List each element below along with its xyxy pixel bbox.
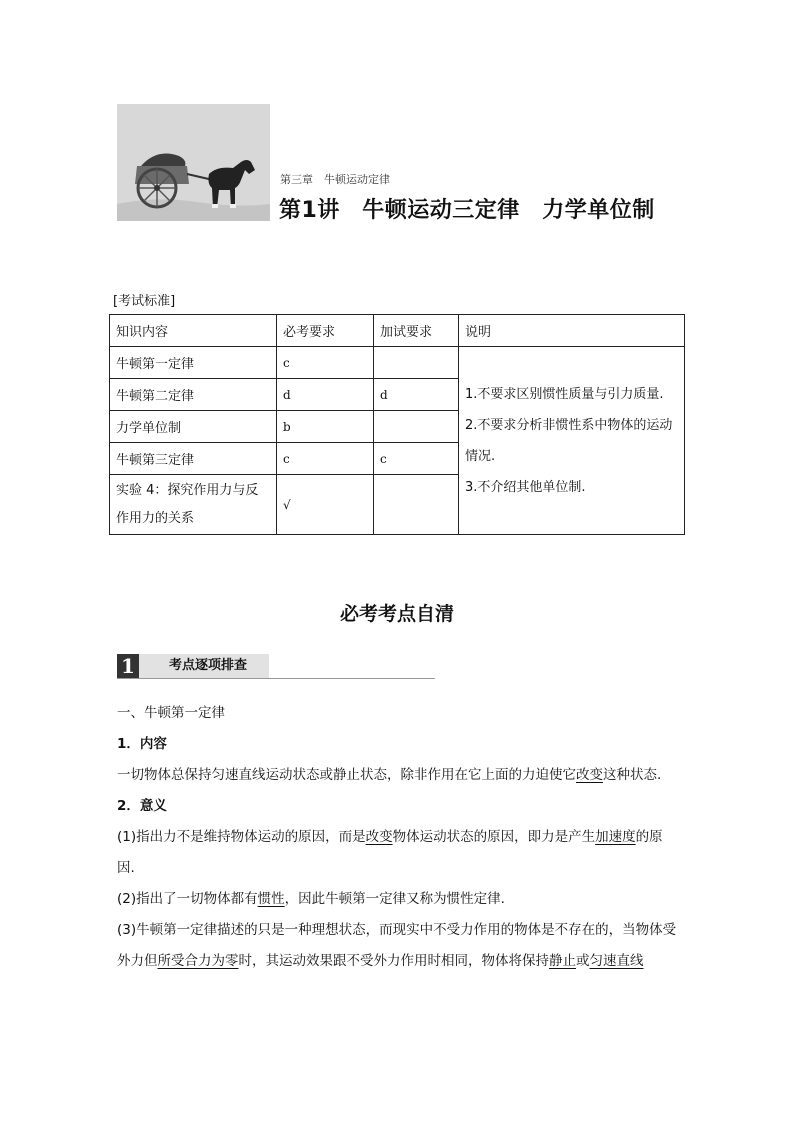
required-cell: d — [277, 379, 374, 411]
topic-cell: 力学单位制 — [110, 411, 277, 443]
subsection-bar — [139, 654, 269, 678]
text: ，因此牛顿第一定律又称为惯性定律. — [284, 891, 505, 907]
underlined-term: 所受合力为零 — [157, 953, 239, 969]
column-header: 说明 — [459, 315, 685, 347]
note-line: 1.不要求区别惯性质量与引力质量. — [465, 386, 664, 402]
topic-cell: 实验 4：探究作用力与反作用力的关系 — [110, 475, 277, 535]
note-line: 3.不介绍其他单位制. — [465, 479, 586, 495]
chapter-label: 第三章 牛顿运动定律 — [280, 173, 390, 186]
underlined-term: 静止 — [549, 953, 576, 969]
underlined-term: 惯性 — [257, 891, 285, 907]
subsection-header — [117, 654, 435, 679]
exam-standards-label: [考试标准] — [113, 294, 176, 309]
underlined-term: 改变 — [365, 829, 393, 845]
required-cell: √ — [277, 475, 374, 535]
underlined-term: 匀速直线 — [589, 953, 644, 969]
horse-cart-illustration — [117, 104, 270, 221]
text: 或 — [576, 953, 590, 969]
text: 时，其运动效果跟不受外力作用时相同，物体将保持 — [238, 953, 549, 969]
underlined-term: 加速度 — [595, 829, 636, 845]
text: (3)牛顿第一定律描述的只是一种理想状态，而现实中不受力作用的物体是不存在的，当物体受外力但 — [117, 922, 677, 969]
paragraph — [117, 760, 679, 791]
column-header: 必考要求 — [277, 315, 374, 347]
required-cell: b — [277, 411, 374, 443]
paragraph — [117, 822, 679, 884]
required-cell: c — [277, 347, 374, 379]
text: (2)指出了一切物体都有 — [117, 891, 258, 907]
content-heading: 一、牛顿第一定律 — [117, 705, 225, 721]
horse-cart-icon — [117, 104, 270, 221]
column-header: 知识内容 — [110, 315, 277, 347]
table-header-row — [110, 315, 685, 347]
topic-cell: 牛顿第一定律 — [110, 347, 277, 379]
column-header: 加试要求 — [374, 315, 459, 347]
extra-cell — [374, 411, 459, 443]
item-label: 1．内容 — [117, 736, 167, 752]
paragraph — [117, 884, 679, 915]
note-line: 2.不要求分析非惯性系中物体的运动情况. — [465, 417, 673, 464]
underlined-term: 改变 — [576, 767, 603, 783]
exam-standards-table — [109, 314, 685, 535]
notes-cell — [459, 347, 685, 535]
extra-cell: c — [374, 443, 459, 475]
text: 物体运动状态的原因，即力是产生 — [392, 829, 596, 845]
lecture-title: 第1讲 牛顿运动三定律 力学单位制 — [279, 198, 655, 223]
text: 的原因. — [117, 829, 663, 876]
extra-cell — [374, 347, 459, 379]
extra-cell — [374, 475, 459, 535]
item-label: 2．意义 — [117, 798, 167, 814]
content-body — [117, 698, 679, 977]
text: 这种状态. — [603, 767, 662, 783]
topic-cell: 牛顿第三定律 — [110, 443, 277, 475]
paragraph — [117, 915, 679, 977]
topic-cell: 牛顿第二定律 — [110, 379, 277, 411]
table-row — [110, 347, 685, 379]
text: 一切物体总保持匀速直线运动状态或静止状态，除非作用在它上面的力迫使它 — [117, 767, 576, 783]
text: (1)指出力不是维持物体运动的原因，而是 — [117, 829, 366, 845]
section-heading: 必考考点自清 — [339, 603, 454, 625]
required-cell: c — [277, 443, 374, 475]
subsection-number: 1 — [117, 654, 139, 678]
subsection-title: 考点逐项排查 — [169, 658, 248, 673]
extra-cell: d — [374, 379, 459, 411]
